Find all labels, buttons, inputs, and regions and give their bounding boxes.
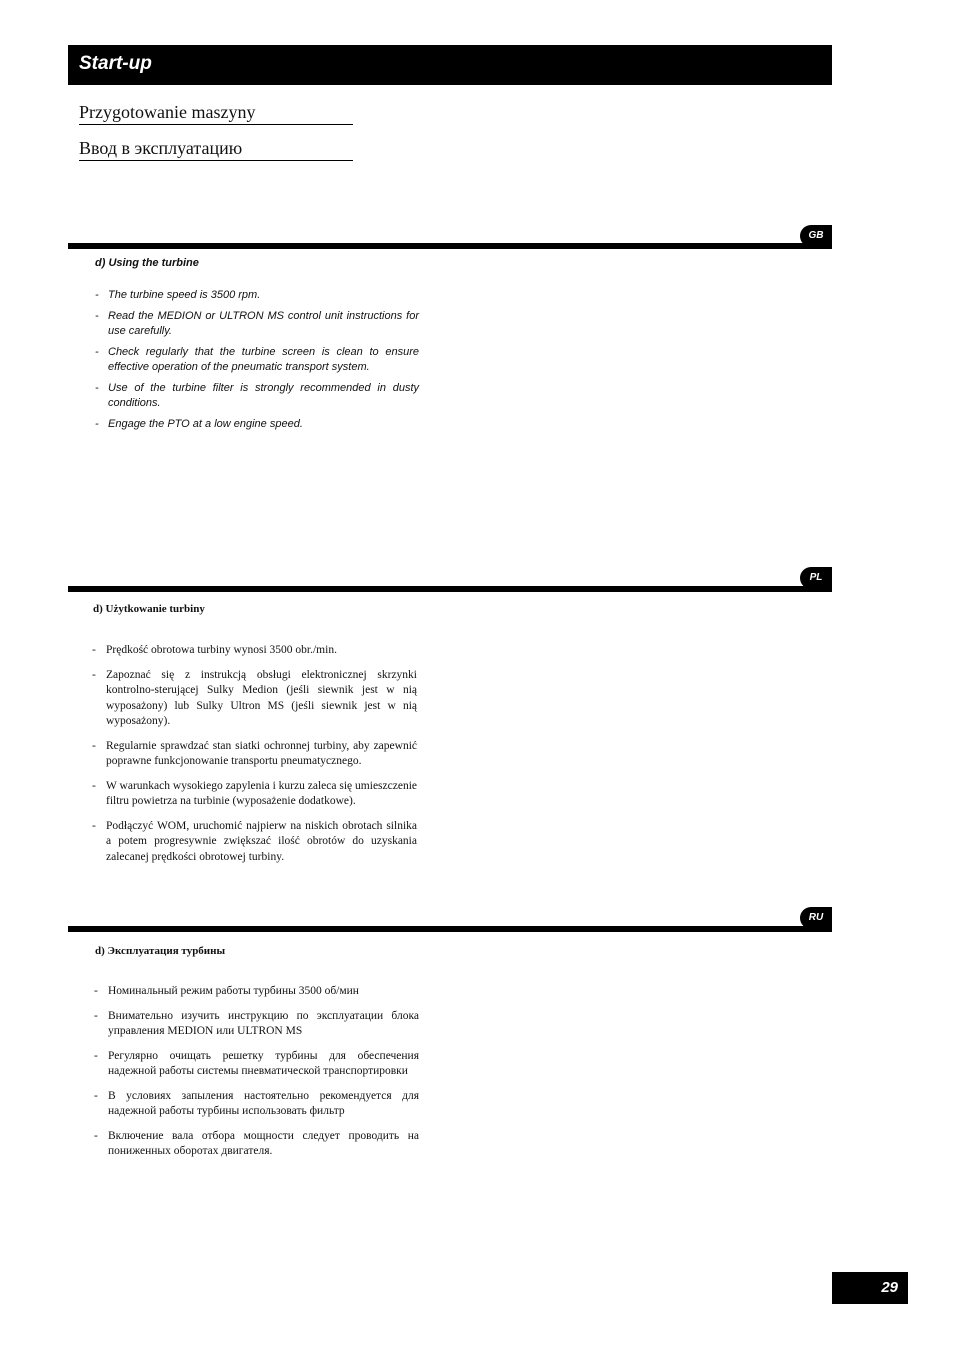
- list-item: - Внимательно изучить инструкцию по эксплуатации блока управления MEDION или ULTRON MS: [94, 1009, 419, 1039]
- list-item: - Check regularly that the turbine screen is clean to ensure effective operation of the pneumatic transport system.: [95, 345, 419, 375]
- list-item: - Номинальный режим работы турбины 3500 об/мин: [94, 984, 419, 999]
- language-badge-ru: RU: [800, 907, 832, 929]
- list-item: - Read the MEDION or ULTRON MS control unit instructions for use carefully.: [95, 309, 419, 339]
- section-title-gb: d) Using the turbine: [95, 257, 199, 269]
- section-divider: [68, 926, 832, 932]
- section-title-ru: d) Эксплуатация турбины: [95, 945, 226, 957]
- subtitle-polish: Przygotowanie maszyny: [79, 101, 353, 125]
- section-divider: [68, 586, 832, 592]
- list-item: - The turbine speed is 3500 rpm.: [95, 288, 419, 303]
- section-divider: [68, 243, 832, 249]
- list-item: - Включение вала отбора мощности следует проводить на пониженных оборотах двигателя.: [94, 1129, 419, 1159]
- list-item: - Use of the turbine filter is strongly recommended in dusty conditions.: [95, 381, 419, 411]
- instruction-list-gb: [95, 288, 419, 438]
- list-item: - Prędkość obrotowa turbiny wynosi 3500 obr./min.: [92, 643, 417, 659]
- page-title: Start-up: [79, 53, 152, 74]
- page-number: 29: [832, 1272, 908, 1304]
- list-item: - Zapoznać się z instrukcją obsługi elektronicznej skrzynki kontrolno-sterującej Sulky Medion (jeśli siewnik jest w nią wyposażony) lub Sulky Ultron MS (jeśli siewnik jest w nią wyposażony).: [92, 668, 417, 730]
- list-item: - Regularnie sprawdzać stan siatki ochronnej turbiny, aby zapewnić poprawne funkcjonowanie transportu pneumatycznego.: [92, 739, 417, 770]
- list-item: - Engage the PTO at a low engine speed.: [95, 417, 419, 432]
- language-badge-pl: PL: [800, 567, 832, 589]
- instruction-list-pl: [92, 643, 417, 874]
- language-badge-gb: GB: [800, 225, 832, 247]
- instruction-list-ru: [94, 984, 419, 1169]
- list-item: - W warunkach wysokiego zapylenia i kurzu zaleca się umieszczenie filtru powietrza na turbinie (wyposażenie dodatkowe).: [92, 779, 417, 810]
- subtitle-russian: Ввод в эксплуатацию: [79, 137, 353, 161]
- list-item: - Podłączyć WOM, uruchomić najpierw na niskich obrotach silnika a potem progresywnie zwiększać ilość obrotów do uzyskania zalecanej prędkości obrotowej turbiny.: [92, 819, 417, 866]
- list-item: - Регулярно очищать решетку турбины для обеспечения надежной работы системы пневматической транспортировки: [94, 1049, 419, 1079]
- section-title-pl: d) Użytkowanie turbiny: [93, 603, 205, 615]
- list-item: - В условиях запыления настоятельно рекомендуется для надежной работы турбины использовать фильтр: [94, 1089, 419, 1119]
- header-bar: [68, 45, 832, 85]
